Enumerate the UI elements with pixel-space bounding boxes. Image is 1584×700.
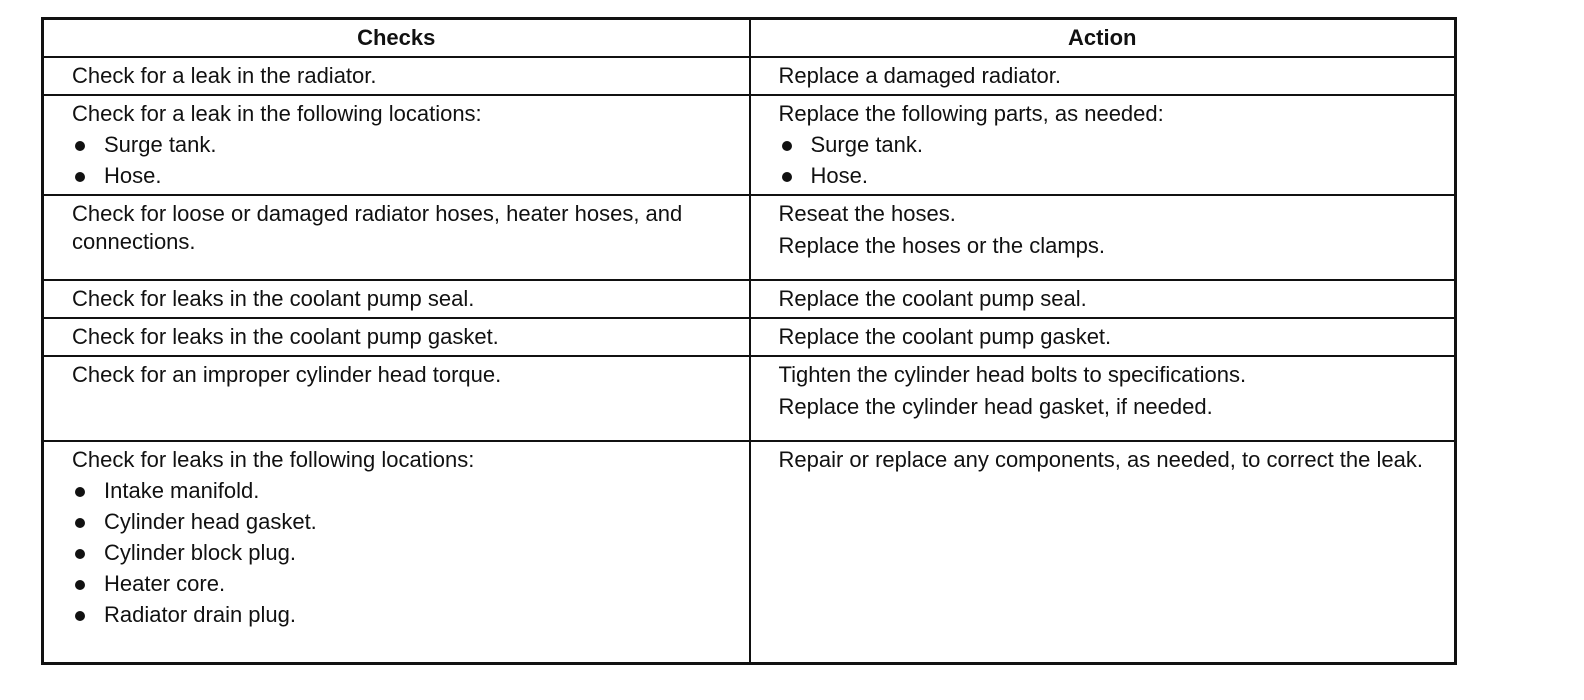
check-text: Check for leaks in the following locations: xyxy=(72,446,475,472)
bullet-item: Cylinder head gasket. xyxy=(72,508,749,536)
bullet-item: Hose. xyxy=(779,162,1455,190)
table-row xyxy=(43,57,1456,95)
action-cell xyxy=(750,441,1456,664)
header-checks: Checks xyxy=(43,19,750,57)
check-cell xyxy=(43,441,750,664)
action-text: Replace the cylinder head gasket, if needed. xyxy=(778,393,1213,419)
action-text: Replace the coolant pump gasket. xyxy=(778,323,1112,349)
check-cell xyxy=(43,57,750,95)
check-bullet-list xyxy=(72,477,749,629)
check-cell xyxy=(43,95,750,195)
check-text: Check for an improper cylinder head torque. xyxy=(72,361,502,387)
table-row xyxy=(43,280,1456,318)
check-cell xyxy=(43,356,750,441)
action-text: Repair or replace any components, as needed, to correct the leak. xyxy=(778,446,1423,472)
bullet-item: Hose. xyxy=(72,162,749,190)
action-text: Tighten the cylinder head bolts to specifications. xyxy=(778,361,1247,387)
check-bullet-list xyxy=(72,131,749,190)
check-text: Check for loose or damaged radiator hoses, heater hoses, and connections. xyxy=(72,200,683,254)
check-text: Check for leaks in the coolant pump seal. xyxy=(72,285,475,311)
action-cell xyxy=(750,356,1456,441)
action-text: Replace the hoses or the clamps. xyxy=(778,232,1106,258)
check-cell xyxy=(43,195,750,280)
bullet-item: Heater core. xyxy=(72,570,749,598)
check-cell xyxy=(43,318,750,356)
table-row xyxy=(43,195,1456,280)
action-cell xyxy=(750,95,1456,195)
check-text: Check for a leak in the radiator. xyxy=(72,62,377,88)
bullet-item: Intake manifold. xyxy=(72,477,749,505)
table-row xyxy=(43,95,1456,195)
action-text: Replace the coolant pump seal. xyxy=(778,285,1087,311)
bullet-item: Cylinder block plug. xyxy=(72,539,749,567)
action-text: Replace the following parts, as needed: xyxy=(778,100,1164,126)
diagnosis-table xyxy=(41,17,1457,665)
check-text: Check for leaks in the coolant pump gasket. xyxy=(72,323,499,349)
check-text: Check for a leak in the following locations: xyxy=(72,100,482,126)
bullet-item: Surge tank. xyxy=(72,131,749,159)
header-action: Action xyxy=(750,19,1456,57)
action-text: Replace a damaged radiator. xyxy=(778,62,1062,88)
table-row xyxy=(43,356,1456,441)
action-bullet-list xyxy=(779,131,1455,190)
bullet-item: Surge tank. xyxy=(779,131,1455,159)
action-cell xyxy=(750,195,1456,280)
table-row xyxy=(43,441,1456,664)
action-cell xyxy=(750,57,1456,95)
table-header-row xyxy=(43,19,1456,57)
action-cell xyxy=(750,318,1456,356)
action-text: Reseat the hoses. xyxy=(778,200,956,226)
action-cell xyxy=(750,280,1456,318)
table-row xyxy=(43,318,1456,356)
check-cell xyxy=(43,280,750,318)
bullet-item: Radiator drain plug. xyxy=(72,601,749,629)
